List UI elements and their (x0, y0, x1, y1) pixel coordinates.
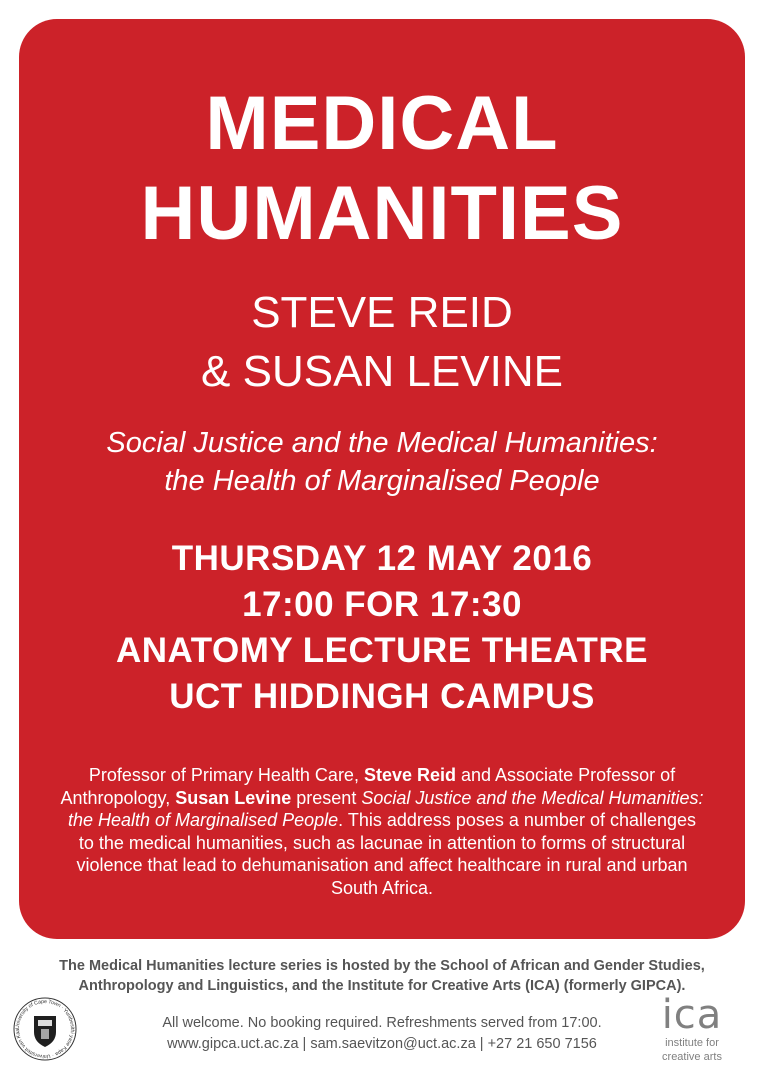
host-line-2: Anthropology and Linguistics, and the Institute for Creative Arts (ICA) (formerly GIPCA). (78, 978, 686, 994)
talk-subtitle (19, 424, 745, 500)
subtitle-line-1: Social Justice and the Medical Humanities: (106, 427, 658, 459)
event-details (19, 536, 745, 720)
welcome-note: All welcome. No booking required. Refreshments served from 17:00. (162, 1015, 602, 1031)
host-note (0, 956, 764, 996)
title-line-2: HUMANITIES (140, 171, 624, 256)
event-venue: ANATOMY LECTURE THEATRE (116, 631, 648, 670)
ica-subline-2: creative arts (662, 1051, 722, 1063)
desc-text-3: present (291, 787, 362, 808)
desc-text-4: . This address poses a number of challenges to the medical humanities, such as lacunae in attention to forms of structural violence that lead to dehumanisation and affect healthcare in rural and urban South Africa. (76, 810, 697, 898)
host-line-1: The Medical Humanities lecture series is hosted by the School of African and Gender Studies, (59, 958, 705, 974)
event-date: THURSDAY 12 MAY 2016 (171, 539, 593, 578)
ica-wordmark: ica (661, 992, 723, 1038)
desc-text-1: Professor of Primary Health Care, (88, 765, 364, 785)
subtitle-line-2: the Health of Marginalised People (164, 465, 600, 497)
description (59, 764, 705, 899)
desc-talk-title: Social Justice and the Medical Humanities: the Health of Marginalised People (67, 787, 704, 830)
title-line-1: MEDICAL (205, 81, 559, 166)
desc-name-1: Steve Reid (363, 765, 456, 785)
desc-text-2: and Associate Professor of Anthropology, (60, 765, 676, 808)
event-time: 17:00 FOR 17:30 (242, 585, 522, 624)
crest-ring-text: University of Cape Town · Yunibesithi yase Kapa · Universiteit van Kaa (14, 998, 76, 1060)
poster-title (19, 79, 745, 259)
desc-name-2: Susan Levine (175, 787, 292, 808)
poster-panel (19, 19, 745, 939)
speaker-1: STEVE REID (251, 288, 513, 337)
event-campus: UCT HIDDINGH CAMPUS (169, 677, 595, 716)
ica-logo (642, 992, 742, 1063)
contact-line: www.gipca.uct.ac.za | sam.saevitzon@uct.ac.za | +27 21 650 7156 (167, 1036, 597, 1052)
ica-subline-1: institute for (665, 1037, 719, 1049)
speaker-2: & SUSAN LEVINE (201, 347, 563, 396)
speakers (19, 283, 745, 401)
